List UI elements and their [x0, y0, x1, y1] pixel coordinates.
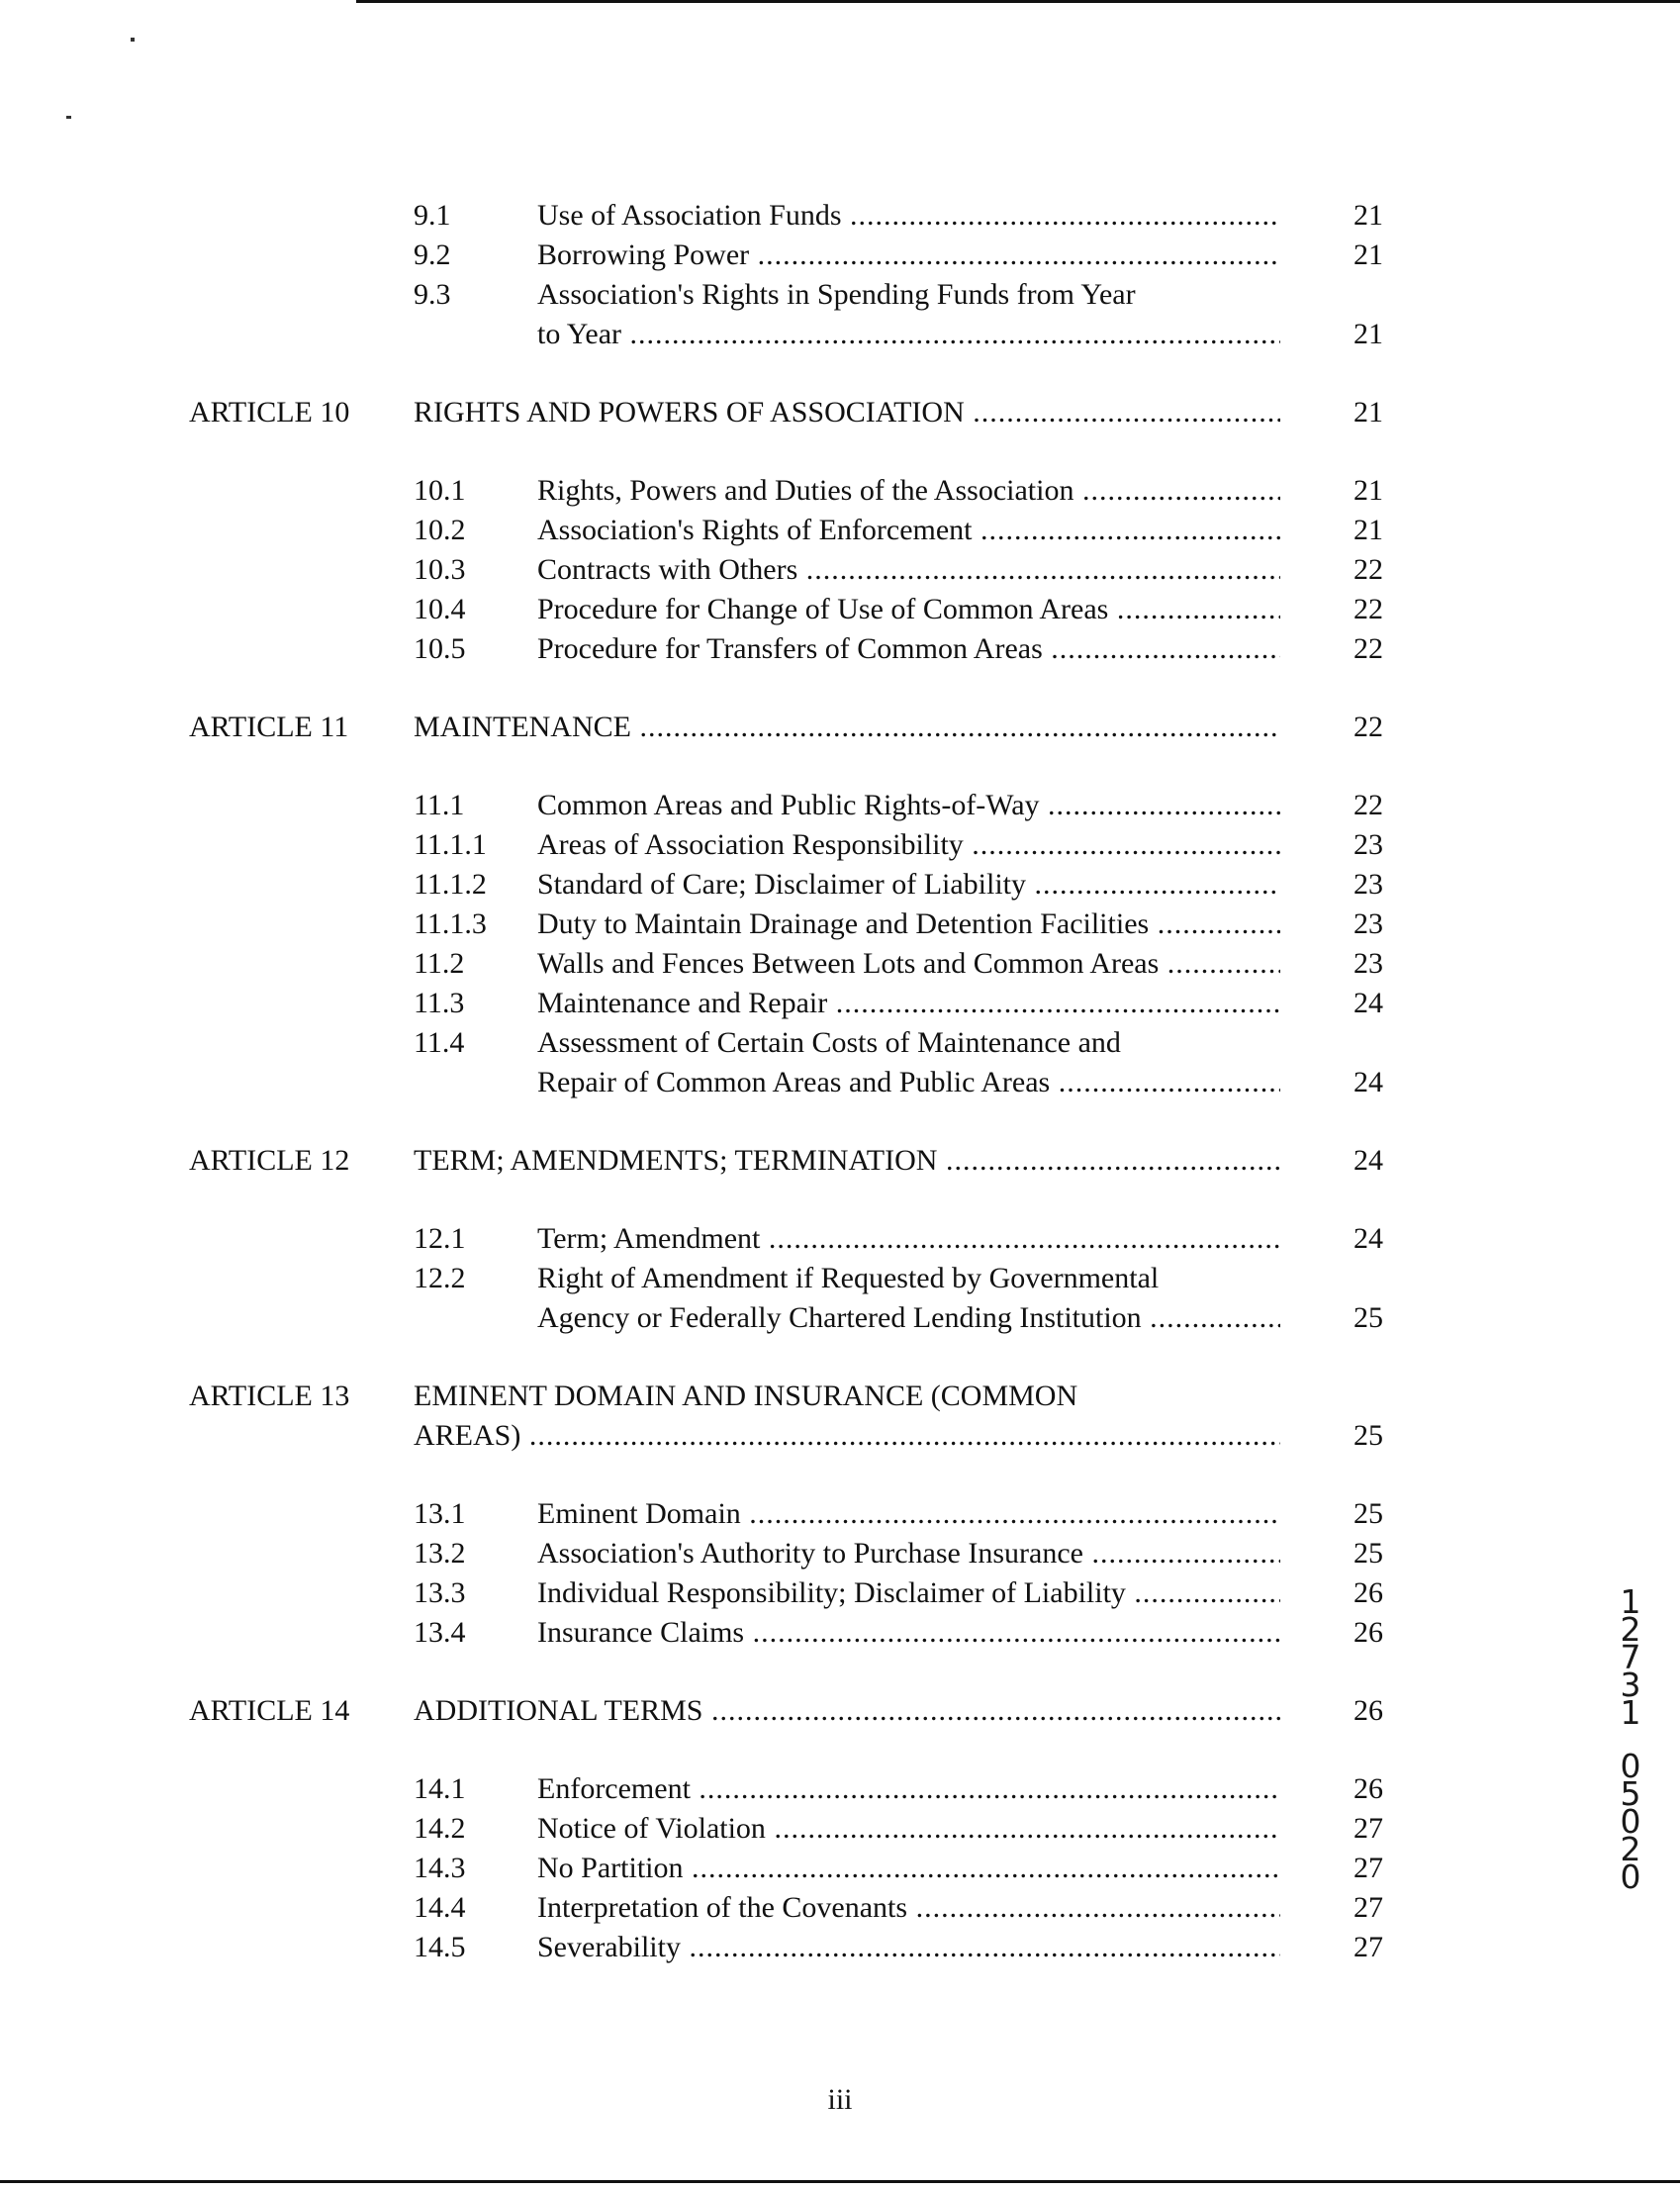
title-continuation: AREAS) .....: [414, 1416, 1280, 1456]
section-title: Notice of Violation .....: [537, 1809, 1280, 1849]
article-heading: [0, 1141, 1680, 1181]
title-continuation: to Year .....: [537, 315, 1280, 354]
page-ref: 25: [1353, 1419, 1383, 1452]
article-number: ARTICLE 10: [189, 396, 350, 429]
section-entry: [0, 1613, 1680, 1653]
page-ref: 27: [1353, 1852, 1383, 1884]
section-title: Severability .....: [537, 1928, 1280, 1967]
section-entry: [0, 629, 1680, 669]
section-title: Common Areas and Public Rights-of-Way .....: [537, 786, 1280, 825]
section-number: 11.1.1: [414, 828, 487, 861]
page-ref: 22: [1353, 593, 1383, 625]
section-number: 14.4: [414, 1891, 466, 1924]
section-entry: [0, 1849, 1680, 1888]
section-entry: [0, 471, 1680, 511]
section-entry: [0, 865, 1680, 905]
page-ref: 23: [1353, 947, 1383, 980]
section-title: Borrowing Power .....: [537, 236, 1280, 275]
section-title: Association's Authority to Purchase Insurance .....: [537, 1534, 1280, 1573]
page-ref: 21: [1353, 199, 1383, 232]
section-title: Contracts with Others .....: [537, 550, 1280, 590]
section-entry: [0, 905, 1680, 944]
section-entry: [0, 944, 1680, 984]
page-ref: 27: [1353, 1891, 1383, 1924]
section-title: Interpretation of the Covenants .....: [537, 1888, 1280, 1928]
page-ref: 21: [1353, 238, 1383, 271]
section-title: Association's Rights of Enforcement .....: [537, 511, 1280, 550]
section-entry: [0, 590, 1680, 629]
section-entry: [0, 1259, 1680, 1298]
section-title: Use of Association Funds .....: [537, 196, 1280, 236]
section-number: 14.1: [414, 1772, 466, 1805]
page-ref: 27: [1353, 1812, 1383, 1845]
section-number: 13.4: [414, 1616, 466, 1649]
section-title: Association's Rights in Spending Funds from Year: [537, 278, 1136, 311]
page-ref: 21: [1353, 474, 1383, 507]
article-heading: [0, 393, 1680, 432]
section-entry: [0, 984, 1680, 1023]
section-entry: [0, 1573, 1680, 1613]
title-continuation: Agency or Federally Chartered Lending Institution .....: [537, 1298, 1280, 1338]
section-entry: [0, 1888, 1680, 1928]
section-entry: [0, 275, 1680, 315]
section-entry: [0, 1023, 1680, 1063]
section-number: 12.2: [414, 1262, 466, 1294]
section-entry: [0, 1769, 1680, 1809]
section-title: Procedure for Transfers of Common Areas .....: [537, 629, 1280, 669]
section-number: 12.1: [414, 1222, 466, 1255]
section-entry: [0, 786, 1680, 825]
article-heading: [0, 1691, 1680, 1731]
section-entry: [0, 1928, 1680, 1967]
page-ref: 21: [1353, 514, 1383, 546]
article-title: EMINENT DOMAIN AND INSURANCE (COMMON: [414, 1380, 1078, 1412]
section-title: No Partition .....: [537, 1849, 1280, 1888]
page-ref: 26: [1353, 1576, 1383, 1609]
section-entry: [0, 1494, 1680, 1534]
page-ref: 26: [1353, 1772, 1383, 1805]
section-number: 11.1.3: [414, 907, 487, 940]
page-ref: 22: [1353, 553, 1383, 586]
section-number: 14.2: [414, 1812, 466, 1845]
section-title: Procedure for Change of Use of Common Areas .....: [537, 590, 1280, 629]
section-number: 13.1: [414, 1497, 466, 1530]
article-title: RIGHTS AND POWERS OF ASSOCIATION .....: [414, 393, 1280, 432]
article-title: MAINTENANCE .....: [414, 708, 1280, 747]
section-title: Walls and Fences Between Lots and Common Areas .....: [537, 944, 1280, 984]
section-title: Assessment of Certain Costs of Maintenance and: [537, 1026, 1121, 1059]
recording-stamp-number: [1609, 1582, 1652, 1896]
section-title: Individual Responsibility; Disclaimer of Liability .....: [537, 1573, 1280, 1613]
page-ref: 25: [1353, 1301, 1383, 1334]
page-ref: 24: [1353, 1222, 1383, 1255]
page-ref: 23: [1353, 828, 1383, 861]
article-heading: [0, 1377, 1680, 1416]
article-heading-continuation: [0, 1416, 1680, 1456]
page-ref: 24: [1353, 1144, 1383, 1177]
page-ref: 22: [1353, 632, 1383, 665]
section-entry: [0, 1219, 1680, 1259]
page-ref: 26: [1353, 1694, 1383, 1727]
section-entry: [0, 550, 1680, 590]
section-title: Term; Amendment .....: [537, 1219, 1280, 1259]
section-number: 10.4: [414, 593, 466, 625]
article-number: ARTICLE 13: [189, 1380, 350, 1412]
section-title: Areas of Association Responsibility .....: [537, 825, 1280, 865]
section-entry: [0, 236, 1680, 275]
page-ref: 22: [1353, 789, 1383, 821]
section-number: 11.1: [414, 789, 465, 821]
page-ref: 21: [1353, 318, 1383, 350]
section-number: 11.2: [414, 947, 465, 980]
section-number: 9.1: [414, 199, 451, 232]
page-ref: 25: [1353, 1497, 1383, 1530]
section-entry: [0, 196, 1680, 236]
section-entry-continuation: [0, 315, 1680, 354]
section-number: 10.2: [414, 514, 466, 546]
section-entry: [0, 511, 1680, 550]
title-continuation: Repair of Common Areas and Public Areas .....: [537, 1063, 1280, 1102]
page-ref: 23: [1353, 907, 1383, 940]
section-number: 10.3: [414, 553, 466, 586]
page-ref: 25: [1353, 1537, 1383, 1570]
page-ref: 23: [1353, 868, 1383, 901]
section-entry: [0, 825, 1680, 865]
article-number: ARTICLE 12: [189, 1144, 350, 1177]
page-ref: 26: [1353, 1616, 1383, 1649]
section-number: 13.2: [414, 1537, 466, 1570]
section-entry: [0, 1534, 1680, 1573]
section-title: Duty to Maintain Drainage and Detention Facilities .....: [537, 905, 1280, 944]
article-heading: [0, 708, 1680, 747]
section-number: 9.3: [414, 278, 451, 311]
page-ref: 24: [1353, 987, 1383, 1019]
section-number: 13.3: [414, 1576, 466, 1609]
article-number: ARTICLE 14: [189, 1694, 350, 1727]
page-ref: 21: [1353, 396, 1383, 429]
article-title: ADDITIONAL TERMS .....: [414, 1691, 1280, 1731]
section-title: Maintenance and Repair .....: [537, 984, 1280, 1023]
section-entry-continuation: [0, 1063, 1680, 1102]
section-entry-continuation: [0, 1298, 1680, 1338]
section-title: Eminent Domain .....: [537, 1494, 1280, 1534]
page-ref: 22: [1353, 711, 1383, 743]
page-ref: 24: [1353, 1066, 1383, 1098]
section-title: Insurance Claims .....: [537, 1613, 1280, 1653]
section-title: Rights, Powers and Duties of the Association .....: [537, 471, 1280, 511]
section-number: 11.3: [414, 987, 465, 1019]
article-number: ARTICLE 11: [189, 711, 349, 743]
section-title: Right of Amendment if Requested by Governmental: [537, 1262, 1160, 1294]
section-number: 11.4: [414, 1026, 465, 1059]
page-ref: 27: [1353, 1931, 1383, 1963]
section-entry: [0, 1809, 1680, 1849]
section-number: 14.3: [414, 1852, 466, 1884]
section-number: 11.1.2: [414, 868, 487, 901]
stamp-group-2: 0 5 0 2 0: [1620, 1747, 1641, 1896]
section-number: 10.1: [414, 474, 466, 507]
section-number: 14.5: [414, 1931, 466, 1963]
section-title: Enforcement .....: [537, 1769, 1280, 1809]
stamp-group-1: 1 2 7 3 1: [1620, 1582, 1641, 1732]
page-number: iii: [827, 2083, 853, 2116]
section-title: Standard of Care; Disclaimer of Liability .....: [537, 865, 1280, 905]
article-title: TERM; AMENDMENTS; TERMINATION .....: [414, 1141, 1280, 1181]
section-number: 9.2: [414, 238, 451, 271]
section-number: 10.5: [414, 632, 466, 665]
